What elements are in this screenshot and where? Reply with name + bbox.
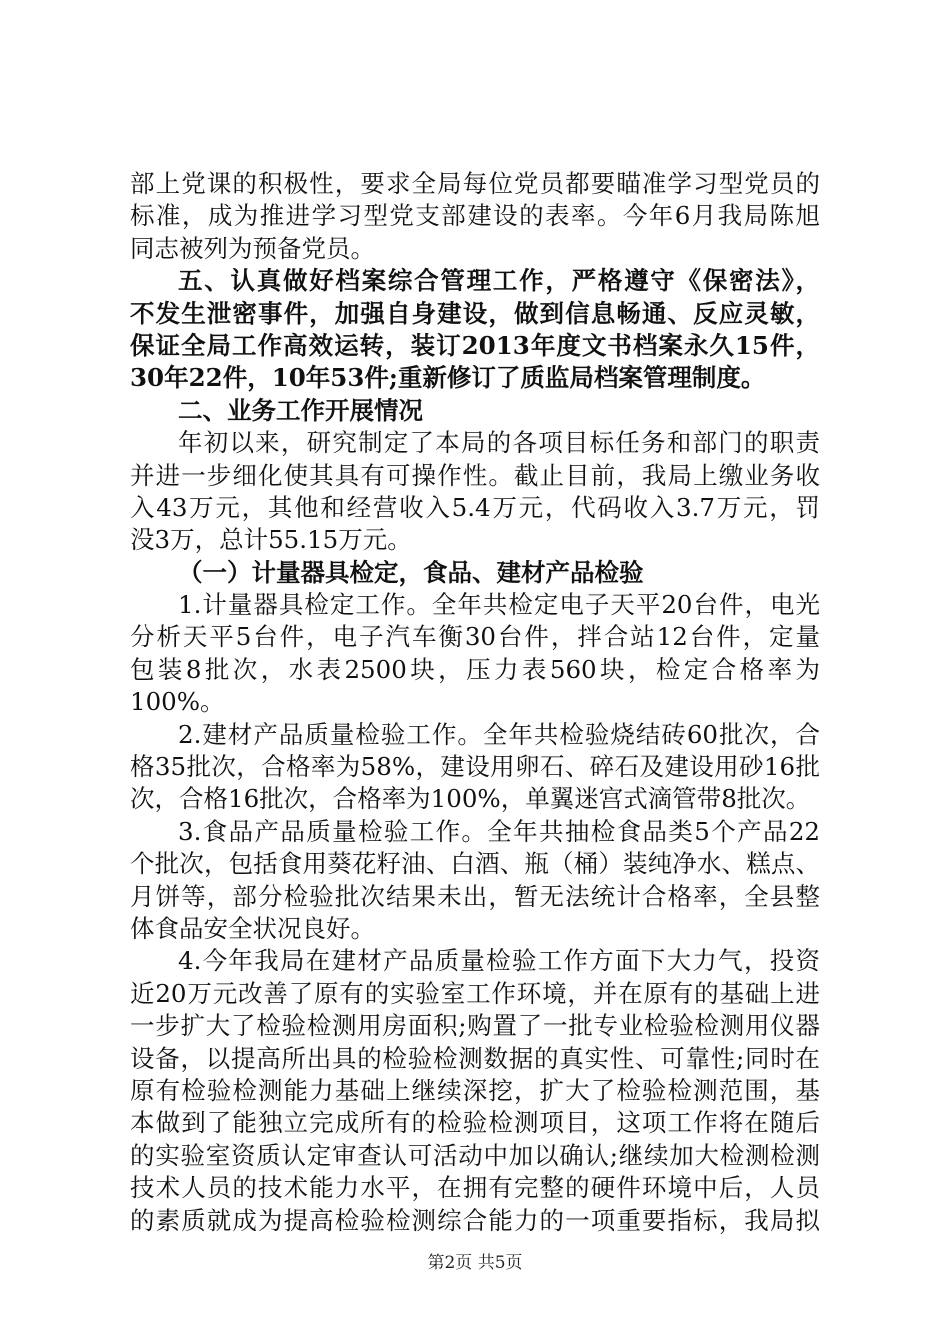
text-line: 没3万，总计55.15万元。 xyxy=(130,525,412,555)
text-line: 原有检验检测能力基础上继续深挖，扩大了检验检测范围，基 xyxy=(130,1075,820,1105)
text-line: 设备，以提高所出具的检验检测数据的真实性、可靠性;同时在 xyxy=(130,1043,820,1073)
section-heading-business: 二、业务工作开展情况 xyxy=(178,395,423,425)
text-line: 体食品安全状况良好。 xyxy=(130,913,375,943)
text-line: 并进一步细化使其具有可操作性。截止目前，我局上缴业务收 xyxy=(130,460,820,490)
subsection-heading: （一）计量器具检定，食品、建材产品检验 xyxy=(178,557,644,587)
text-line: 近20万元改善了原有的实验室工作环境，并在原有的基础上进 xyxy=(130,978,820,1008)
text-line: 4.今年我局在建材产品质量检验工作方面下大力气，投资 xyxy=(178,946,820,976)
text-line: 部上党课的积极性，要求全局每位党员都要瞄准学习型党员的 xyxy=(130,169,820,198)
text-line: 年初以来，研究制定了本局的各项目标任务和部门的职责 xyxy=(178,428,820,458)
text-line: 1.计量器具检定工作。全年共检定电子天平20台件，电光 xyxy=(178,590,820,620)
text-line: 包装8批次，水表2500块，压力表560块，检定合格率为 xyxy=(130,654,820,684)
text-line: 的实验室资质认定审查认可活动中加以确认;继续加大检测检测 xyxy=(130,1140,820,1170)
text-line: 次，合格16批次，合格率为100%，单翼迷宫式滴管带8批次。 xyxy=(130,784,811,814)
section-five-heading: 保证全局工作高效运转，装订2013年度文书档案永久15件， xyxy=(130,330,820,360)
text-line: 入43万元，其他和经营收入5.4万元，代码收入3.7万元，罚 xyxy=(130,492,820,522)
page-number: 第2页 共5页 xyxy=(427,1253,523,1273)
text-line: 100%。 xyxy=(130,687,225,717)
text-line: 标准，成为推进学习型党支部建设的表率。今年6月我局陈旭 xyxy=(130,201,820,231)
text-line: 同志被列为预备党员。 xyxy=(130,233,375,263)
text-line: 格35批次，合格率为58%，建设用卵石、碎石及建设用砂16批 xyxy=(130,752,820,782)
text-line: 一步扩大了检验检测用房面积;购置了一批专业检验检测用仪器 xyxy=(130,1011,820,1041)
text-line: 本做到了能独立完成所有的检验检测项目，这项工作将在随后 xyxy=(130,1108,820,1138)
document-body xyxy=(130,168,820,1237)
text-line: 2.建材产品质量检验工作。全年共检验烧结砖60批次，合 xyxy=(178,719,820,749)
section-five-heading: 不发生泄密事件，加强自身建设，做到信息畅通、反应灵敏， xyxy=(130,298,820,328)
page-footer xyxy=(0,1248,950,1273)
section-five-heading: 五、认真做好档案综合管理工作，严格遵守《保密法》， xyxy=(178,266,820,296)
text-line: 3.食品产品质量检验工作。全年共抽检食品类5个产品22 xyxy=(178,816,820,846)
text-line: 的素质就成为提高检验检测综合能力的一项重要指标，我局拟 xyxy=(130,1205,820,1235)
text-line: 个批次，包括食用葵花籽油、白酒、瓶（桶）装纯净水、糕点、 xyxy=(130,849,820,879)
text-line: 月饼等，部分检验批次结果未出，暂无法统计合格率，全县整 xyxy=(130,881,820,911)
text-line: 分析天平5台件，电子汽车衡30台件，拌合站12台件，定量 xyxy=(130,622,820,652)
section-five-heading: 30年22件，10年53件;重新修订了质监局档案管理制度。 xyxy=(130,363,766,393)
text-line: 技术人员的技术能力水平，在拥有完整的硬件环境中后，人员 xyxy=(130,1173,820,1203)
